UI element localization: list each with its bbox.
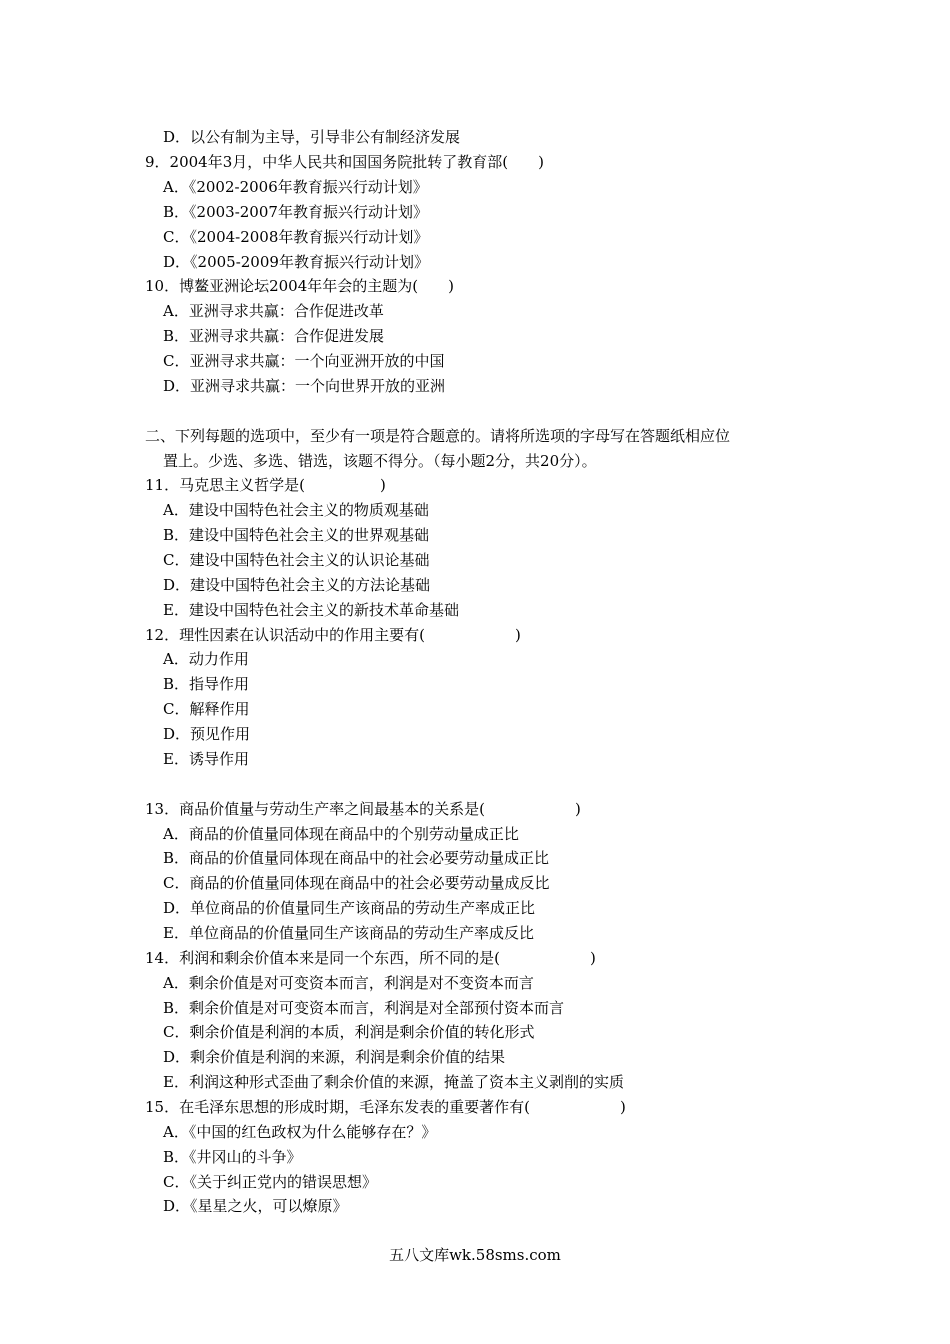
question-line: 12．理性因素在认识活动中的作用主要有( ) (145, 626, 521, 644)
option-line: E．利润这种形式歪曲了剩余价值的来源，掩盖了资本主义剥削的实质 (163, 1073, 624, 1091)
option-line: D．单位商品的价值量同生产该商品的劳动生产率成正比 (163, 899, 536, 917)
question-line: 9．2004年3月，中华人民共和国国务院批转了教育部( ) (145, 153, 544, 171)
option-line: B．指导作用 (163, 675, 250, 693)
option-line: B．剩余价值是对可变资本而言，利润是对全部预付资本而言 (163, 999, 565, 1017)
option-line: C．建设中国特色社会主义的认识论基础 (163, 551, 430, 569)
option-line: C．亚洲寻求共赢：一个向亚洲开放的中国 (163, 352, 445, 370)
section-heading: 置上。少选、多选、错选，该题不得分。（每小题2分，共20分）。 (163, 452, 597, 470)
option-line: C．《2004-2008年教育振兴行动计划》 (163, 228, 429, 246)
option-line: D．《2005-2009年教育振兴行动计划》 (163, 253, 429, 271)
option-line: C．解释作用 (163, 700, 250, 718)
option-line: A．《2002-2006年教育振兴行动计划》 (163, 178, 428, 196)
option-line: C．《关于纠正党内的错误思想》 (163, 1173, 377, 1191)
option-line: A．剩余价值是对可变资本而言，利润是对不变资本而言 (163, 974, 534, 992)
option-line: D．以公有制为主导，引导非公有制经济发展 (163, 128, 461, 146)
option-line: A．商品的价值量同体现在商品中的个别劳动量成正比 (163, 825, 519, 843)
option-line: C．剩余价值是利润的本质，利润是剩余价值的转化形式 (163, 1023, 535, 1041)
question-line: 10．博鳌亚洲论坛2004年年会的主题为( ) (145, 277, 454, 295)
option-line: B．《2003-2007年教育振兴行动计划》 (163, 203, 428, 221)
option-line: A．建设中国特色社会主义的物质观基础 (163, 501, 429, 519)
option-line: A．《中国的红色政权为什么能够存在？》 (163, 1123, 437, 1141)
option-line: B．《井冈山的斗争》 (163, 1148, 302, 1166)
section-heading: 二、下列每题的选项中，至少有一项是符合题意的。请将所选项的字母写在答题纸相应位 (145, 427, 731, 445)
option-line: E．诱导作用 (163, 750, 249, 768)
option-line: A．动力作用 (163, 650, 249, 668)
option-line: D．预见作用 (163, 725, 251, 743)
option-line: D．《星星之火，可以燎原》 (163, 1197, 348, 1215)
option-line: D．剩余价值是利润的来源，利润是剩余价值的结果 (163, 1048, 506, 1066)
option-line: E．单位商品的价值量同生产该商品的劳动生产率成反比 (163, 924, 534, 942)
option-line: B．亚洲寻求共赢：合作促进发展 (163, 327, 385, 345)
option-line: D．亚洲寻求共赢：一个向世界开放的亚洲 (163, 377, 446, 395)
question-line: 11．马克思主义哲学是( ) (145, 476, 386, 494)
option-line: C．商品的价值量同体现在商品中的社会必要劳动量成反比 (163, 874, 550, 892)
option-line: B．商品的价值量同体现在商品中的社会必要劳动量成正比 (163, 849, 550, 867)
question-line: 14．利润和剩余价值本来是同一个东西，所不同的是( ) (145, 949, 596, 967)
option-line: B．建设中国特色社会主义的世界观基础 (163, 526, 430, 544)
option-line: E．建设中国特色社会主义的新技术革命基础 (163, 601, 459, 619)
question-line: 13．商品价值量与劳动生产率之间最基本的关系是( ) (145, 800, 581, 818)
option-line: A．亚洲寻求共赢：合作促进改革 (163, 302, 384, 320)
question-line: 15．在毛泽东思想的形成时期，毛泽东发表的重要著作有( ) (145, 1098, 626, 1116)
option-line: D．建设中国特色社会主义的方法论基础 (163, 576, 431, 594)
page-footer: 五八文库wk.58sms.com (389, 1246, 561, 1264)
